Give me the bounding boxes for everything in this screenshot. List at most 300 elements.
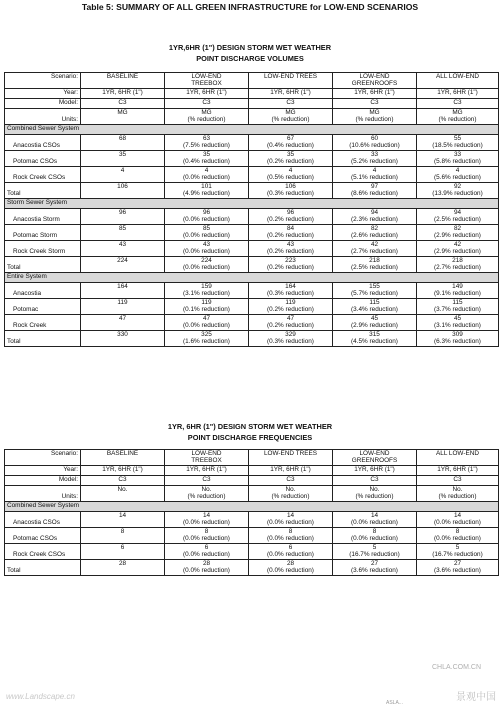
- value-cell: [81, 543, 165, 559]
- cell-value: 43: [202, 240, 211, 248]
- cell-reduction: (0.0% reduction): [267, 567, 314, 575]
- value-cell: [333, 314, 417, 330]
- value-cell: [417, 134, 499, 150]
- cell-reduction: (0.2% reduction): [267, 216, 314, 224]
- value-cell: [81, 208, 165, 224]
- cell-reduction: (0.0% reduction): [183, 216, 230, 224]
- scenario-name-line2: TREEBOX: [191, 80, 222, 88]
- cell-reduction: (2.5% reduction): [434, 216, 481, 224]
- document-title: Table 5: SUMMARY OF ALL GREEN INFRASTRUCTURE for LOW-END SCENARIOS: [81, 2, 419, 12]
- cell-reduction: (0.0% reduction): [267, 535, 314, 543]
- value-cell: [81, 330, 165, 346]
- value-cell: [249, 314, 333, 330]
- scenario-name-line1: LOW-END TREES: [263, 73, 318, 80]
- cell-reduction: (8.6% reduction): [351, 190, 398, 198]
- cell-value: 4: [372, 166, 377, 174]
- cell-value: 6: [288, 543, 293, 551]
- cell-value: 218: [452, 256, 463, 264]
- scenario-header-cell: [249, 450, 333, 466]
- value-cell: [165, 282, 249, 298]
- cell-value: 329: [285, 330, 296, 338]
- row-label: Potomac CSOs: [5, 527, 81, 543]
- table-row: [5, 256, 499, 272]
- value-cell: [333, 330, 417, 346]
- cell-reduction: (0.0% reduction): [351, 535, 398, 543]
- year-cell: 1YR, 6HR (1"): [333, 465, 417, 475]
- row-label: Total: [5, 182, 81, 198]
- scenario-label: Scenario:: [5, 73, 81, 89]
- table-row: [5, 314, 499, 330]
- scenario-header-cell: [417, 450, 499, 466]
- cell-value: 96: [118, 208, 127, 216]
- value-cell: [249, 134, 333, 150]
- value-cell: [333, 166, 417, 182]
- cell-value: 315: [369, 330, 380, 338]
- scenario-name-line1: BASELINE: [106, 450, 139, 457]
- table-row: [5, 240, 499, 256]
- cell-reduction: (16.7% reduction): [432, 551, 483, 559]
- cell-value: 119: [201, 298, 212, 306]
- value-cell: [417, 527, 499, 543]
- cell-reduction: (0.0% reduction): [267, 551, 314, 559]
- table-row: [5, 511, 499, 527]
- units-sub: (% reduction): [187, 493, 226, 501]
- value-cell: [333, 282, 417, 298]
- table-row: [5, 134, 499, 150]
- year-cell: 1YR, 6HR (1"): [81, 465, 165, 475]
- cell-value: 218: [369, 256, 380, 264]
- scenario-header-cell: [417, 73, 499, 89]
- cell-reduction: (0.4% reduction): [183, 158, 230, 166]
- value-cell: [81, 224, 165, 240]
- cell-value: 67: [286, 134, 295, 142]
- cell-value: 6: [204, 543, 209, 551]
- section-row: [5, 124, 499, 134]
- cell-value: 159: [201, 282, 212, 290]
- cell-value: 45: [370, 314, 379, 322]
- cell-reduction: (0.0% reduction): [267, 519, 314, 527]
- cell-value: 8: [455, 527, 460, 535]
- cell-value: 14: [286, 511, 295, 519]
- model-cell: C3: [417, 98, 499, 108]
- cell-reduction: (13.9% reduction): [432, 190, 483, 198]
- section-title: Storm Sewer System: [5, 198, 499, 208]
- cell-value: 8: [204, 527, 209, 535]
- cell-value: 28: [286, 559, 295, 567]
- table-row: [5, 330, 499, 346]
- scenario-header-cell: [81, 73, 165, 89]
- cell-value: 27: [453, 559, 462, 567]
- cell-reduction: (10.6% reduction): [349, 142, 400, 150]
- cell-value: 84: [286, 224, 295, 232]
- value-cell: [333, 224, 417, 240]
- cell-value: 325: [201, 330, 212, 338]
- cell-reduction: (0.2% reduction): [267, 232, 314, 240]
- scenario-name-line2: GREENROOFS: [351, 80, 398, 88]
- cell-reduction: (0.0% reduction): [183, 232, 230, 240]
- units-main: No.: [285, 485, 296, 493]
- value-cell: [165, 543, 249, 559]
- cell-value: 55: [453, 134, 462, 142]
- value-cell: [249, 256, 333, 272]
- value-cell: [417, 208, 499, 224]
- scenario-label: Scenario:: [5, 450, 81, 466]
- value-cell: [81, 527, 165, 543]
- model-cell: C3: [81, 475, 165, 485]
- frequencies-table: [4, 449, 499, 576]
- value-cell: [333, 208, 417, 224]
- units-main: MG: [369, 108, 380, 116]
- cell-reduction: (18.5% reduction): [432, 142, 483, 150]
- table-row: [5, 150, 499, 166]
- value-cell: [249, 511, 333, 527]
- watermark-logo: 景观中国: [456, 692, 496, 703]
- value-cell: [333, 559, 417, 575]
- cell-value: 33: [453, 150, 462, 158]
- cell-reduction: (0.0% reduction): [351, 519, 398, 527]
- cell-reduction: (3.6% reduction): [351, 567, 398, 575]
- value-cell: [165, 527, 249, 543]
- value-cell: [81, 134, 165, 150]
- cell-value: 14: [370, 511, 379, 519]
- value-cell: [81, 559, 165, 575]
- cell-value: 8: [372, 527, 377, 535]
- cell-reduction: (3.4% reduction): [351, 306, 398, 314]
- cell-reduction: (3.7% reduction): [434, 306, 481, 314]
- cell-reduction: (0.0% reduction): [434, 519, 481, 527]
- table1-heading: [0, 42, 500, 64]
- value-cell: [165, 256, 249, 272]
- cell-value: 309: [452, 330, 463, 338]
- cell-reduction: (0.0% reduction): [434, 535, 481, 543]
- cell-value: 106: [285, 182, 296, 190]
- cell-reduction: (0.0% reduction): [183, 567, 230, 575]
- scenario-name-line1: ALL LOW-END: [436, 450, 479, 457]
- cell-value: 101: [201, 182, 212, 190]
- value-cell: [165, 182, 249, 198]
- units-cell: [333, 485, 417, 501]
- value-cell: [165, 330, 249, 346]
- value-cell: [81, 282, 165, 298]
- cell-value: 42: [370, 240, 379, 248]
- value-cell: [249, 182, 333, 198]
- table-row: [5, 559, 499, 575]
- model-cell: C3: [165, 475, 249, 485]
- scenario-header-cell: [81, 450, 165, 466]
- value-cell: [81, 182, 165, 198]
- header-row-scenario: [5, 73, 499, 89]
- cell-value: 224: [117, 256, 128, 264]
- cell-value: 6: [120, 543, 125, 551]
- cell-value: 8: [120, 527, 125, 535]
- value-cell: [417, 298, 499, 314]
- cell-reduction: (2.7% reduction): [434, 264, 481, 272]
- cell-value: 94: [453, 208, 462, 216]
- value-cell: [249, 208, 333, 224]
- header-row-scenario: [5, 450, 499, 466]
- cell-reduction: (0.0% reduction): [183, 519, 230, 527]
- model-cell: C3: [81, 98, 165, 108]
- units-sub: (% reduction): [355, 493, 394, 501]
- table-row: [5, 282, 499, 298]
- cell-value: 96: [202, 208, 211, 216]
- year-label: Year:: [5, 88, 81, 98]
- units-cell: [333, 108, 417, 124]
- year-cell: 1YR, 6HR (1"): [249, 88, 333, 98]
- table2-heading: [0, 421, 500, 443]
- value-cell: [417, 240, 499, 256]
- units-cell: [81, 485, 165, 501]
- units-main: MG: [201, 108, 212, 116]
- value-cell: [333, 527, 417, 543]
- cell-value: 63: [202, 134, 211, 142]
- cell-value: 119: [285, 298, 296, 306]
- table-row: [5, 543, 499, 559]
- value-cell: [81, 314, 165, 330]
- watermark-site: CHLA.COM.CN: [432, 664, 482, 671]
- units-cell: [81, 108, 165, 124]
- cell-reduction: (0.2% reduction): [267, 306, 314, 314]
- value-cell: [81, 240, 165, 256]
- model-cell: C3: [333, 475, 417, 485]
- value-cell: [417, 256, 499, 272]
- cell-value: 223: [285, 256, 296, 264]
- cell-reduction: (3.1% reduction): [183, 290, 230, 298]
- year-cell: 1YR, 6HR (1"): [165, 465, 249, 475]
- cell-value: 8: [288, 527, 293, 535]
- units-sub: (% reduction): [271, 493, 310, 501]
- row-label: Rock Creek: [5, 314, 81, 330]
- value-cell: [165, 166, 249, 182]
- value-cell: [249, 559, 333, 575]
- cell-reduction: (0.4% reduction): [267, 142, 314, 150]
- cell-value: 164: [285, 282, 296, 290]
- value-cell: [165, 511, 249, 527]
- cell-reduction: (0.0% reduction): [183, 551, 230, 559]
- cell-value: 14: [453, 511, 462, 519]
- units-sub: (% reduction): [438, 116, 477, 124]
- cell-value: 42: [453, 240, 462, 248]
- cell-reduction: (3.6% reduction): [434, 567, 481, 575]
- table-row: [5, 298, 499, 314]
- cell-value: 97: [370, 182, 379, 190]
- cell-value: 14: [118, 511, 127, 519]
- value-cell: [165, 298, 249, 314]
- cell-reduction: (0.5% reduction): [267, 174, 314, 182]
- section-title: Entire System: [5, 272, 499, 282]
- cell-value: 4: [288, 166, 293, 174]
- cell-reduction: (2.9% reduction): [434, 248, 481, 256]
- value-cell: [417, 182, 499, 198]
- scenario-header-cell: [333, 73, 417, 89]
- units-cell: [165, 485, 249, 501]
- units-main: MG: [285, 108, 296, 116]
- units-cell: [165, 108, 249, 124]
- year-label: Year:: [5, 465, 81, 475]
- header-row-units: [5, 108, 499, 124]
- header-row-model: [5, 98, 499, 108]
- scenario-name-line1: LOW-END: [359, 73, 390, 80]
- cell-reduction: (2.5% reduction): [351, 264, 398, 272]
- value-cell: [417, 224, 499, 240]
- units-cell: [249, 108, 333, 124]
- units-main: No.: [452, 485, 463, 493]
- scenario-name-line1: LOW-END: [191, 450, 222, 457]
- cell-value: 45: [453, 314, 462, 322]
- section-row: [5, 501, 499, 511]
- row-label: Potomac Storm: [5, 224, 81, 240]
- units-main: No.: [117, 485, 128, 493]
- value-cell: [333, 182, 417, 198]
- year-cell: 1YR, 6HR (1"): [417, 88, 499, 98]
- value-cell: [417, 559, 499, 575]
- cell-value: 27: [370, 559, 379, 567]
- cell-value: 92: [453, 182, 462, 190]
- cell-reduction: (4.9% reduction): [183, 190, 230, 198]
- cell-reduction: (0.0% reduction): [183, 174, 230, 182]
- units-cell: [249, 485, 333, 501]
- model-label: Model:: [5, 98, 81, 108]
- scenario-name-line1: LOW-END: [359, 450, 390, 457]
- watermark-text: www.Landscape.cn: [6, 692, 75, 701]
- value-cell: [165, 240, 249, 256]
- model-cell: C3: [249, 475, 333, 485]
- cell-reduction: (7.5% reduction): [183, 142, 230, 150]
- section-row: [5, 198, 499, 208]
- cell-reduction: (16.7% reduction): [349, 551, 400, 559]
- value-cell: [81, 166, 165, 182]
- value-cell: [249, 166, 333, 182]
- value-cell: [165, 150, 249, 166]
- table-row: [5, 224, 499, 240]
- scenario-name-line1: BASELINE: [106, 73, 139, 80]
- units-sub: (% reduction): [438, 493, 477, 501]
- cell-value: 5: [455, 543, 460, 551]
- model-cell: C3: [165, 98, 249, 108]
- table-row: [5, 182, 499, 198]
- cell-value: 4: [455, 166, 460, 174]
- value-cell: [249, 527, 333, 543]
- value-cell: [333, 511, 417, 527]
- cell-reduction: (0.0% reduction): [183, 248, 230, 256]
- header-row-units: [5, 485, 499, 501]
- value-cell: [333, 543, 417, 559]
- volumes-table: [4, 72, 499, 347]
- units-main: MG: [117, 108, 128, 116]
- cell-value: 14: [202, 511, 211, 519]
- units-sub: (% reduction): [355, 116, 394, 124]
- row-label: Total: [5, 330, 81, 346]
- value-cell: [333, 240, 417, 256]
- units-cell: [417, 108, 499, 124]
- cell-value: 28: [118, 559, 127, 567]
- cell-value: 43: [118, 240, 127, 248]
- scenario-name-line1: LOW-END: [191, 73, 222, 80]
- cell-value: 4: [120, 166, 125, 174]
- table-row: [5, 208, 499, 224]
- value-cell: [81, 150, 165, 166]
- value-cell: [165, 314, 249, 330]
- row-label: Potomac: [5, 298, 81, 314]
- value-cell: [417, 150, 499, 166]
- year-cell: 1YR, 6HR (1"): [417, 465, 499, 475]
- cell-reduction: (9.1% reduction): [434, 290, 481, 298]
- cell-reduction: (0.3% reduction): [267, 290, 314, 298]
- value-cell: [81, 256, 165, 272]
- year-cell: 1YR, 6HR (1"): [249, 465, 333, 475]
- cell-reduction: (1.6% reduction): [183, 338, 230, 346]
- cell-reduction: (4.5% reduction): [351, 338, 398, 346]
- row-label: Anacostia CSOs: [5, 134, 81, 150]
- row-label: Total: [5, 559, 81, 575]
- value-cell: [165, 559, 249, 575]
- cell-value: 5: [372, 543, 377, 551]
- section-row: [5, 272, 499, 282]
- cell-value: 96: [286, 208, 295, 216]
- cell-reduction: (0.3% reduction): [267, 338, 314, 346]
- cell-reduction: (0.2% reduction): [267, 264, 314, 272]
- cell-value: 224: [201, 256, 212, 264]
- cell-value: 164: [117, 282, 128, 290]
- cell-reduction: (0.2% reduction): [267, 158, 314, 166]
- value-cell: [333, 256, 417, 272]
- cell-reduction: (5.6% reduction): [434, 174, 481, 182]
- value-cell: [333, 150, 417, 166]
- units-cell: [417, 485, 499, 501]
- scenario-header-cell: [249, 73, 333, 89]
- units-main: No.: [201, 485, 212, 493]
- header-row-year: [5, 465, 499, 475]
- units-label: Units:: [5, 108, 81, 124]
- cell-reduction: (2.6% reduction): [351, 232, 398, 240]
- cell-value: 47: [286, 314, 295, 322]
- cell-value: 115: [369, 298, 380, 306]
- cell-value: 149: [452, 282, 463, 290]
- watermark-asla: ASLA...: [386, 700, 403, 706]
- cell-value: 119: [117, 298, 128, 306]
- section-title: Combined Sewer System: [5, 501, 499, 511]
- row-label: Rock Creek Storm: [5, 240, 81, 256]
- cell-value: 35: [286, 150, 295, 158]
- cell-value: 28: [202, 559, 211, 567]
- row-label: Rock Creek CSOs: [5, 543, 81, 559]
- value-cell: [249, 150, 333, 166]
- cell-reduction: (0.0% reduction): [183, 264, 230, 272]
- cell-value: 330: [117, 330, 128, 338]
- table2-heading-line2: POINT DISCHARGE FREQUENCIES: [187, 433, 313, 442]
- year-cell: 1YR, 6HR (1"): [81, 88, 165, 98]
- units-sub: (% reduction): [271, 116, 310, 124]
- value-cell: [81, 511, 165, 527]
- cell-reduction: (2.7% reduction): [351, 248, 398, 256]
- cell-reduction: (2.3% reduction): [351, 216, 398, 224]
- scenario-header-cell: [165, 73, 249, 89]
- section-title: Combined Sewer System: [5, 124, 499, 134]
- row-label: Rock Creek CSOs: [5, 166, 81, 182]
- scenario-header-cell: [333, 450, 417, 466]
- row-label: Total: [5, 256, 81, 272]
- model-label: Model:: [5, 475, 81, 485]
- value-cell: [417, 543, 499, 559]
- cell-reduction: (0.2% reduction): [267, 322, 314, 330]
- cell-value: 155: [369, 282, 380, 290]
- cell-reduction: (3.1% reduction): [434, 322, 481, 330]
- cell-value: 47: [202, 314, 211, 322]
- value-cell: [417, 330, 499, 346]
- scenario-name-line1: LOW-END TREES: [263, 450, 318, 457]
- units-sub: (% reduction): [187, 116, 226, 124]
- cell-reduction: (0.0% reduction): [183, 322, 230, 330]
